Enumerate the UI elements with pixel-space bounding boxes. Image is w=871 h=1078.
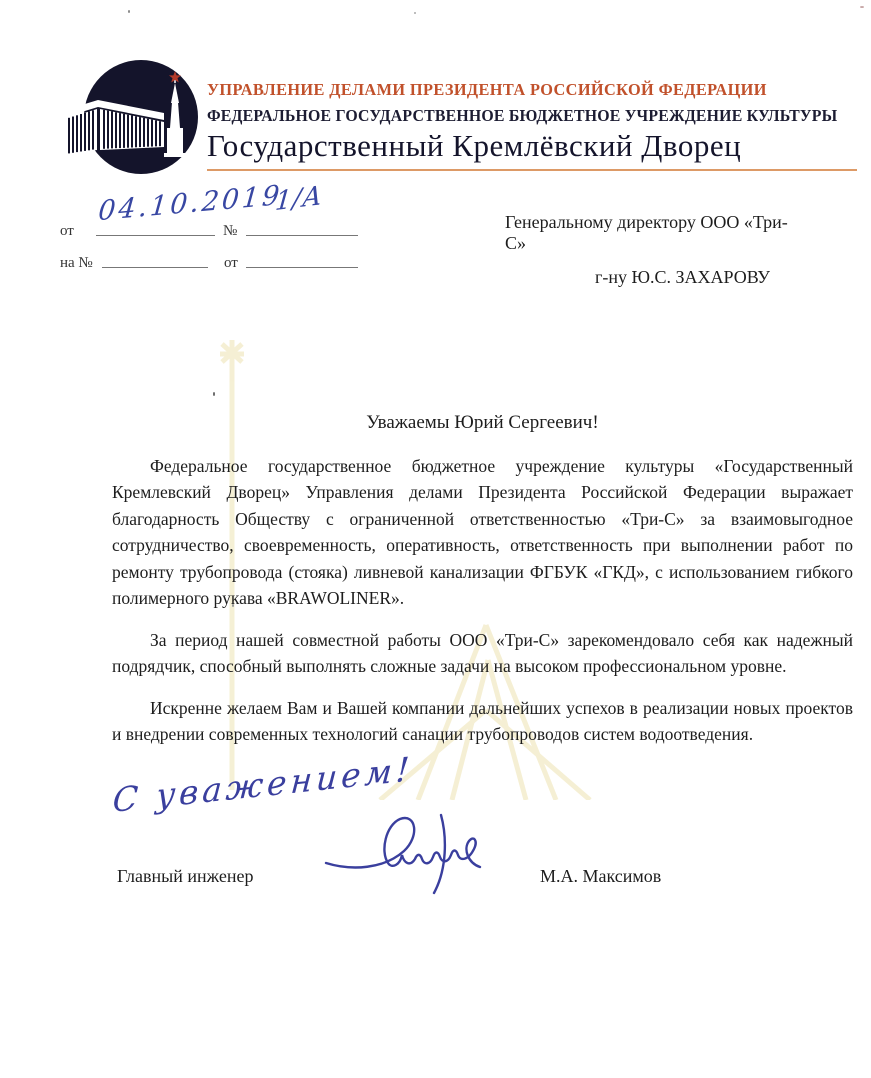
reply-number-blank-line <box>102 267 208 268</box>
handwritten-date: 04.10.2019 <box>96 179 284 228</box>
letter-body <box>112 410 853 763</box>
handwritten-number: 1/А <box>273 180 325 218</box>
recipient-block <box>505 212 805 288</box>
reference-row-1 <box>60 179 380 246</box>
number-blank-line <box>246 235 358 236</box>
org-name-title: Государственный Кремлёвский Дворец <box>207 128 742 163</box>
signature-flourish <box>322 805 497 897</box>
body-paragraph-2: За период нашей совместной работы ООО «Три-С» зарекомендовало себя как надежный подрядчик, способный выполнять сложные задачи на высоком профессиональном уровне. <box>112 629 853 676</box>
reference-row-2 <box>60 246 380 278</box>
body-paragraph-3: Искренне желаем Вам и Вашей компании дальнейших успехов в реализации новых проектов и внедрении современных технологий санации трубопроводов систем водоотведения. <box>112 697 853 744</box>
scan-speck <box>213 392 215 396</box>
from-label: от <box>60 223 74 239</box>
letterhead-divider <box>207 169 857 171</box>
reply-from-label: от <box>224 255 238 271</box>
reply-date-blank-line <box>246 267 358 268</box>
letterhead <box>0 0 871 185</box>
signer-name: М.А. Максимов <box>540 866 662 886</box>
number-label: № <box>223 223 238 239</box>
reply-number-label: на № <box>60 255 93 271</box>
body-paragraph-1: Федеральное государственное бюджетное учреждение культуры «Государственный Кремлевский Дворец» Управления делами Президента Российской Федерации выражает благодарность Обществу с ограниченной ответственностью «Три-С» за взаимовыгодное сотрудничество, своевременность, оперативность, ответственность при выполнении работ по ремонту трубопровода (стояка) ливневой канализации ФГБУК «ГКД», с использованием гибкого полимерного рукава «BRAWOLINER». <box>112 455 853 608</box>
org-parent-name: УПРАВЛЕНИЕ ДЕЛАМИ ПРЕЗИДЕНТА РОССИЙСКОЙ ФЕДЕРАЦИИ <box>207 80 767 99</box>
reference-block <box>60 179 380 278</box>
org-type-name: ФЕДЕРАЛЬНОЕ ГОСУДАРСТВЕННОЕ БЮДЖЕТНОЕ УЧРЕЖДЕНИЕ КУЛЬТУРЫ <box>207 106 838 125</box>
date-blank-line <box>96 235 215 236</box>
recipient-name: г-ну Ю.С. ЗАХАРОВУ <box>594 267 771 287</box>
salutation: Уважаемы Юрий Сергеевич! <box>366 412 599 433</box>
recipient-position: Генеральному директору ООО «Три-С» <box>505 212 788 253</box>
handwritten-closing: С уважением! <box>111 748 415 821</box>
signer-position: Главный инженер <box>117 866 254 886</box>
kremlin-palace-logo-icon <box>64 56 206 179</box>
